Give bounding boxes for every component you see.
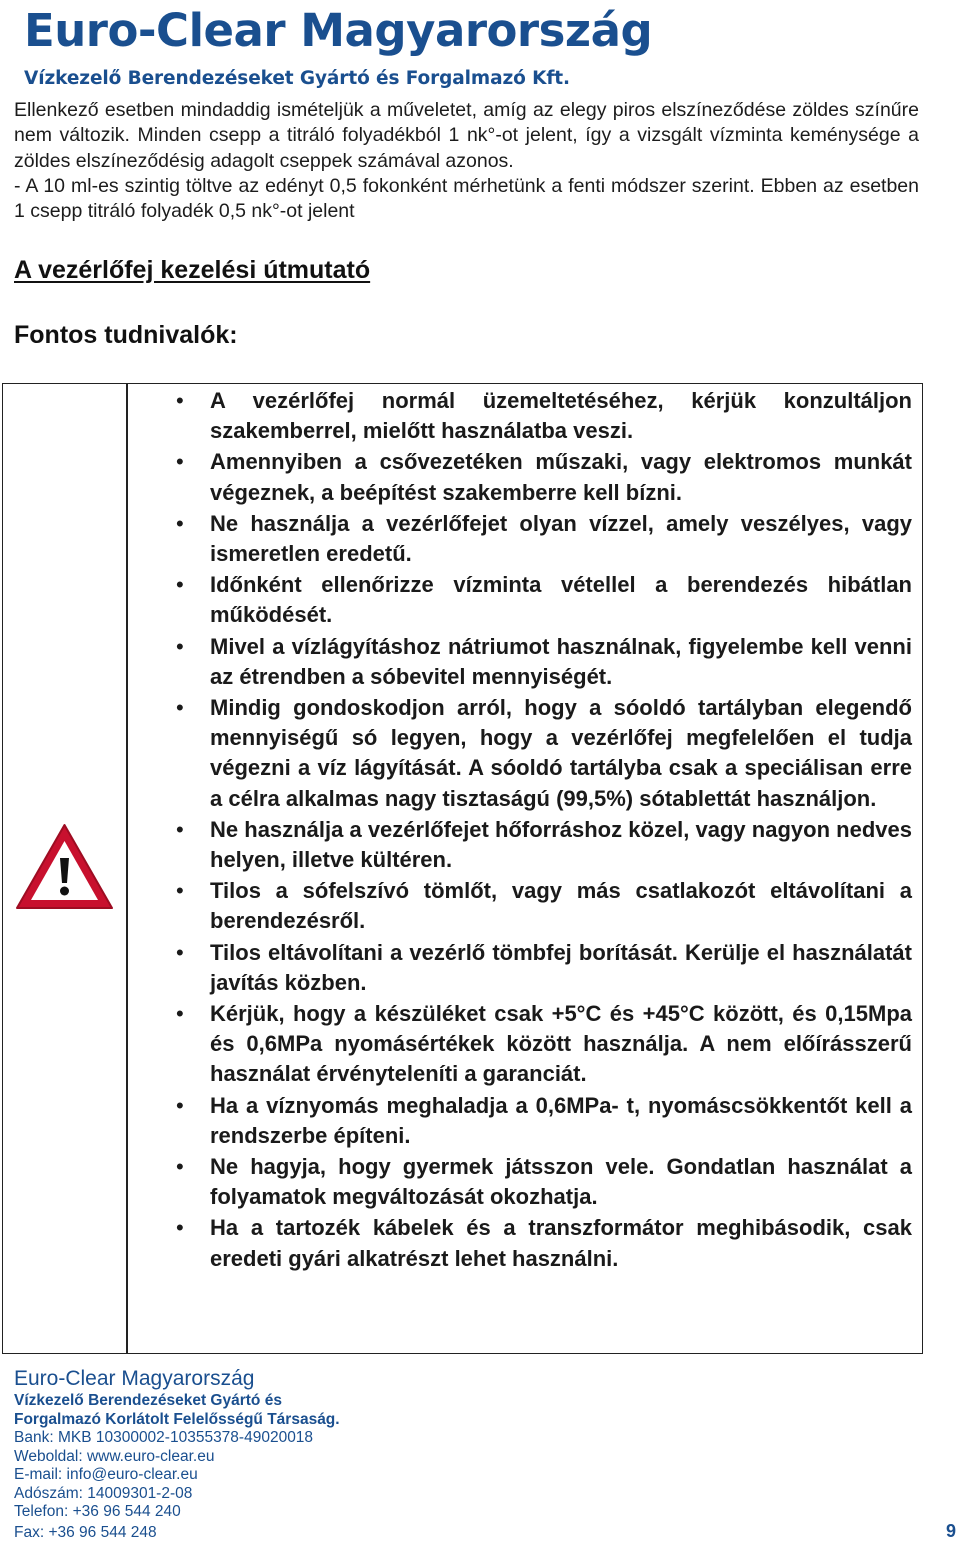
footer-legal-line-1: Vízkezelő Berendezéseket Gyártó és: [14, 1392, 282, 1409]
rule-text: Amennyiben a csővezetéken műszaki, vagy elektromos munkát végeznek, a beépítést szakemberre kell bízni.: [210, 449, 912, 505]
rule-text: Időnként ellenőrizze vízminta vétellel a berendezés hibátlan működését.: [210, 572, 912, 628]
warning-icon: [14, 822, 115, 912]
bullet-icon: •: [176, 695, 184, 721]
bullet-icon: •: [176, 633, 184, 659]
rule-text: Kérjük, hogy a készüléket csak +5°C és +45°C között, és 0,15Mpa és 0,6MPa nyomásértékek között használja. A nem előírásszerű használat érvényteleníti a garanciát.: [210, 1001, 912, 1087]
rule-text: Ne használja a vezérlőfejet hőforráshoz közel, vagy nagyon nedves helyen, illetve kültéren.: [210, 816, 912, 873]
section-title: A vezérlőfej kezelési útmutató: [14, 256, 371, 284]
rule-text: Mindig gondoskodjon arról, hogy a sóoldó tartályban elegendő mennyiségű só legyen, hogy a vezérlőfej megfelelően el tudja végezni a víz lágyítását. A sóoldó tartályba csak a speciálisan erre a célra alkalmas nagy tisztaságú (99,5%) sótablettát használjon.: [210, 695, 912, 811]
bullet-icon: •: [176, 1001, 184, 1027]
bullet-icon: •: [176, 1092, 184, 1118]
bullet-icon: •: [176, 572, 184, 598]
footer-phone: Telefon: +36 96 544 240: [14, 1503, 181, 1520]
footer-tax-number: Adószám: 14009301-2-08: [14, 1484, 193, 1502]
rule-item: [168, 876, 912, 936]
subsection-title: Fontos tudnivalók:: [14, 321, 238, 349]
rule-text: Ne használja a vezérlőfejet olyan vízzel, amely veszélyes, vagy ismeretlen eredetű.: [210, 510, 912, 567]
rule-item: [168, 1091, 912, 1151]
rule-text: Tilos a sófelszívó tömlőt, vagy más csatlakozót eltávolítani a berendezésről.: [210, 878, 912, 934]
bullet-icon: •: [176, 510, 184, 536]
footer-website: Weboldal: www.euro-clear.eu: [14, 1447, 215, 1465]
rule-item: [168, 938, 912, 998]
bullet-icon: •: [176, 388, 184, 413]
rule-item: [168, 632, 912, 692]
intro-text: [14, 98, 919, 224]
rule-item: [168, 1213, 912, 1273]
footer-legal-line-2: Forgalmazó Korlátolt Felelősségű Társaság.: [14, 1410, 340, 1428]
rule-text: Ha a víznyomás meghaladja a 0,6MPa- t, nyomáscsökkentőt kell a rendszerbe építeni.: [210, 1092, 912, 1148]
footer-company: Euro-Clear Magyarország: [14, 1367, 255, 1390]
rule-item: [168, 693, 912, 814]
bullet-icon: •: [176, 1154, 184, 1180]
page-number: 9: [946, 1521, 957, 1541]
bullet-icon: •: [176, 449, 184, 475]
rule-item: [168, 509, 912, 569]
footer-email: E-mail: info@euro-clear.eu: [14, 1466, 198, 1483]
bullet-icon: •: [176, 878, 184, 904]
brand-subtitle: Vízkezelő Berendezéseket Gyártó és Forgalmazó Kft.: [24, 68, 570, 89]
bullet-icon: •: [176, 1215, 184, 1241]
bullet-icon: •: [176, 816, 184, 842]
intro-paragraph-2: - A 10 ml-es szintig töltve az edényt 0,5 fokonként mérhetünk a fenti módszer szerint. Ebben az esetben 1 csepp titráló folyadék 0,5 nk°-ot jelent: [14, 174, 919, 223]
footer-fax: Fax: +36 96 544 248: [14, 1523, 157, 1541]
rule-text: Tilos eltávolítani a vezérlő tömbfej borítását. Kerülje el használatát javítás közben.: [210, 939, 912, 995]
rule-text: A vezérlőfej normál üzemeltetéséhez, kérjük konzultáljon szakemberrel, mielőtt használatba veszi.: [210, 388, 912, 444]
rule-item: [168, 386, 912, 446]
bullet-icon: •: [176, 939, 184, 965]
rule-item: [168, 447, 912, 507]
rule-item: [168, 1152, 912, 1212]
notice-table-divider: [126, 383, 128, 1354]
brand-title: Euro-Clear Magyarország: [24, 4, 653, 57]
rule-text: Ne hagyja, hogy gyermek játsszon vele. Gondatlan használat a folyamatok megváltozását okozhatja.: [210, 1154, 912, 1210]
rule-item: [168, 999, 912, 1090]
intro-paragraph-1: Ellenkező esetben mindaddig ismételjük a műveletet, amíg az elegy piros elszíneződése zöldes színűre nem változik. Minden csepp a titráló folyadékból 1 nk°-ot jelent, így a vizsgált vízminta keménysége a zöldes elszíneződésig adagolt cseppek számával azonos.: [14, 99, 919, 172]
document-header: [14, 2, 653, 92]
rules-list: [168, 386, 912, 1275]
rule-text: Ha a tartozék kábelek és a transzformátor meghibásodik, csak eredeti gyári alkatrészt lehet használni.: [210, 1215, 912, 1271]
footer: [14, 1366, 514, 1542]
rule-item: [168, 570, 912, 630]
rule-text: Mivel a vízlágyításhoz nátriumot használnak, figyelembe kell venni az étrendben a sóbevitel mennyiségét.: [210, 633, 912, 689]
rule-item: [168, 815, 912, 875]
footer-bank: Bank: MKB 10300002-10355378-49020018: [14, 1429, 314, 1446]
